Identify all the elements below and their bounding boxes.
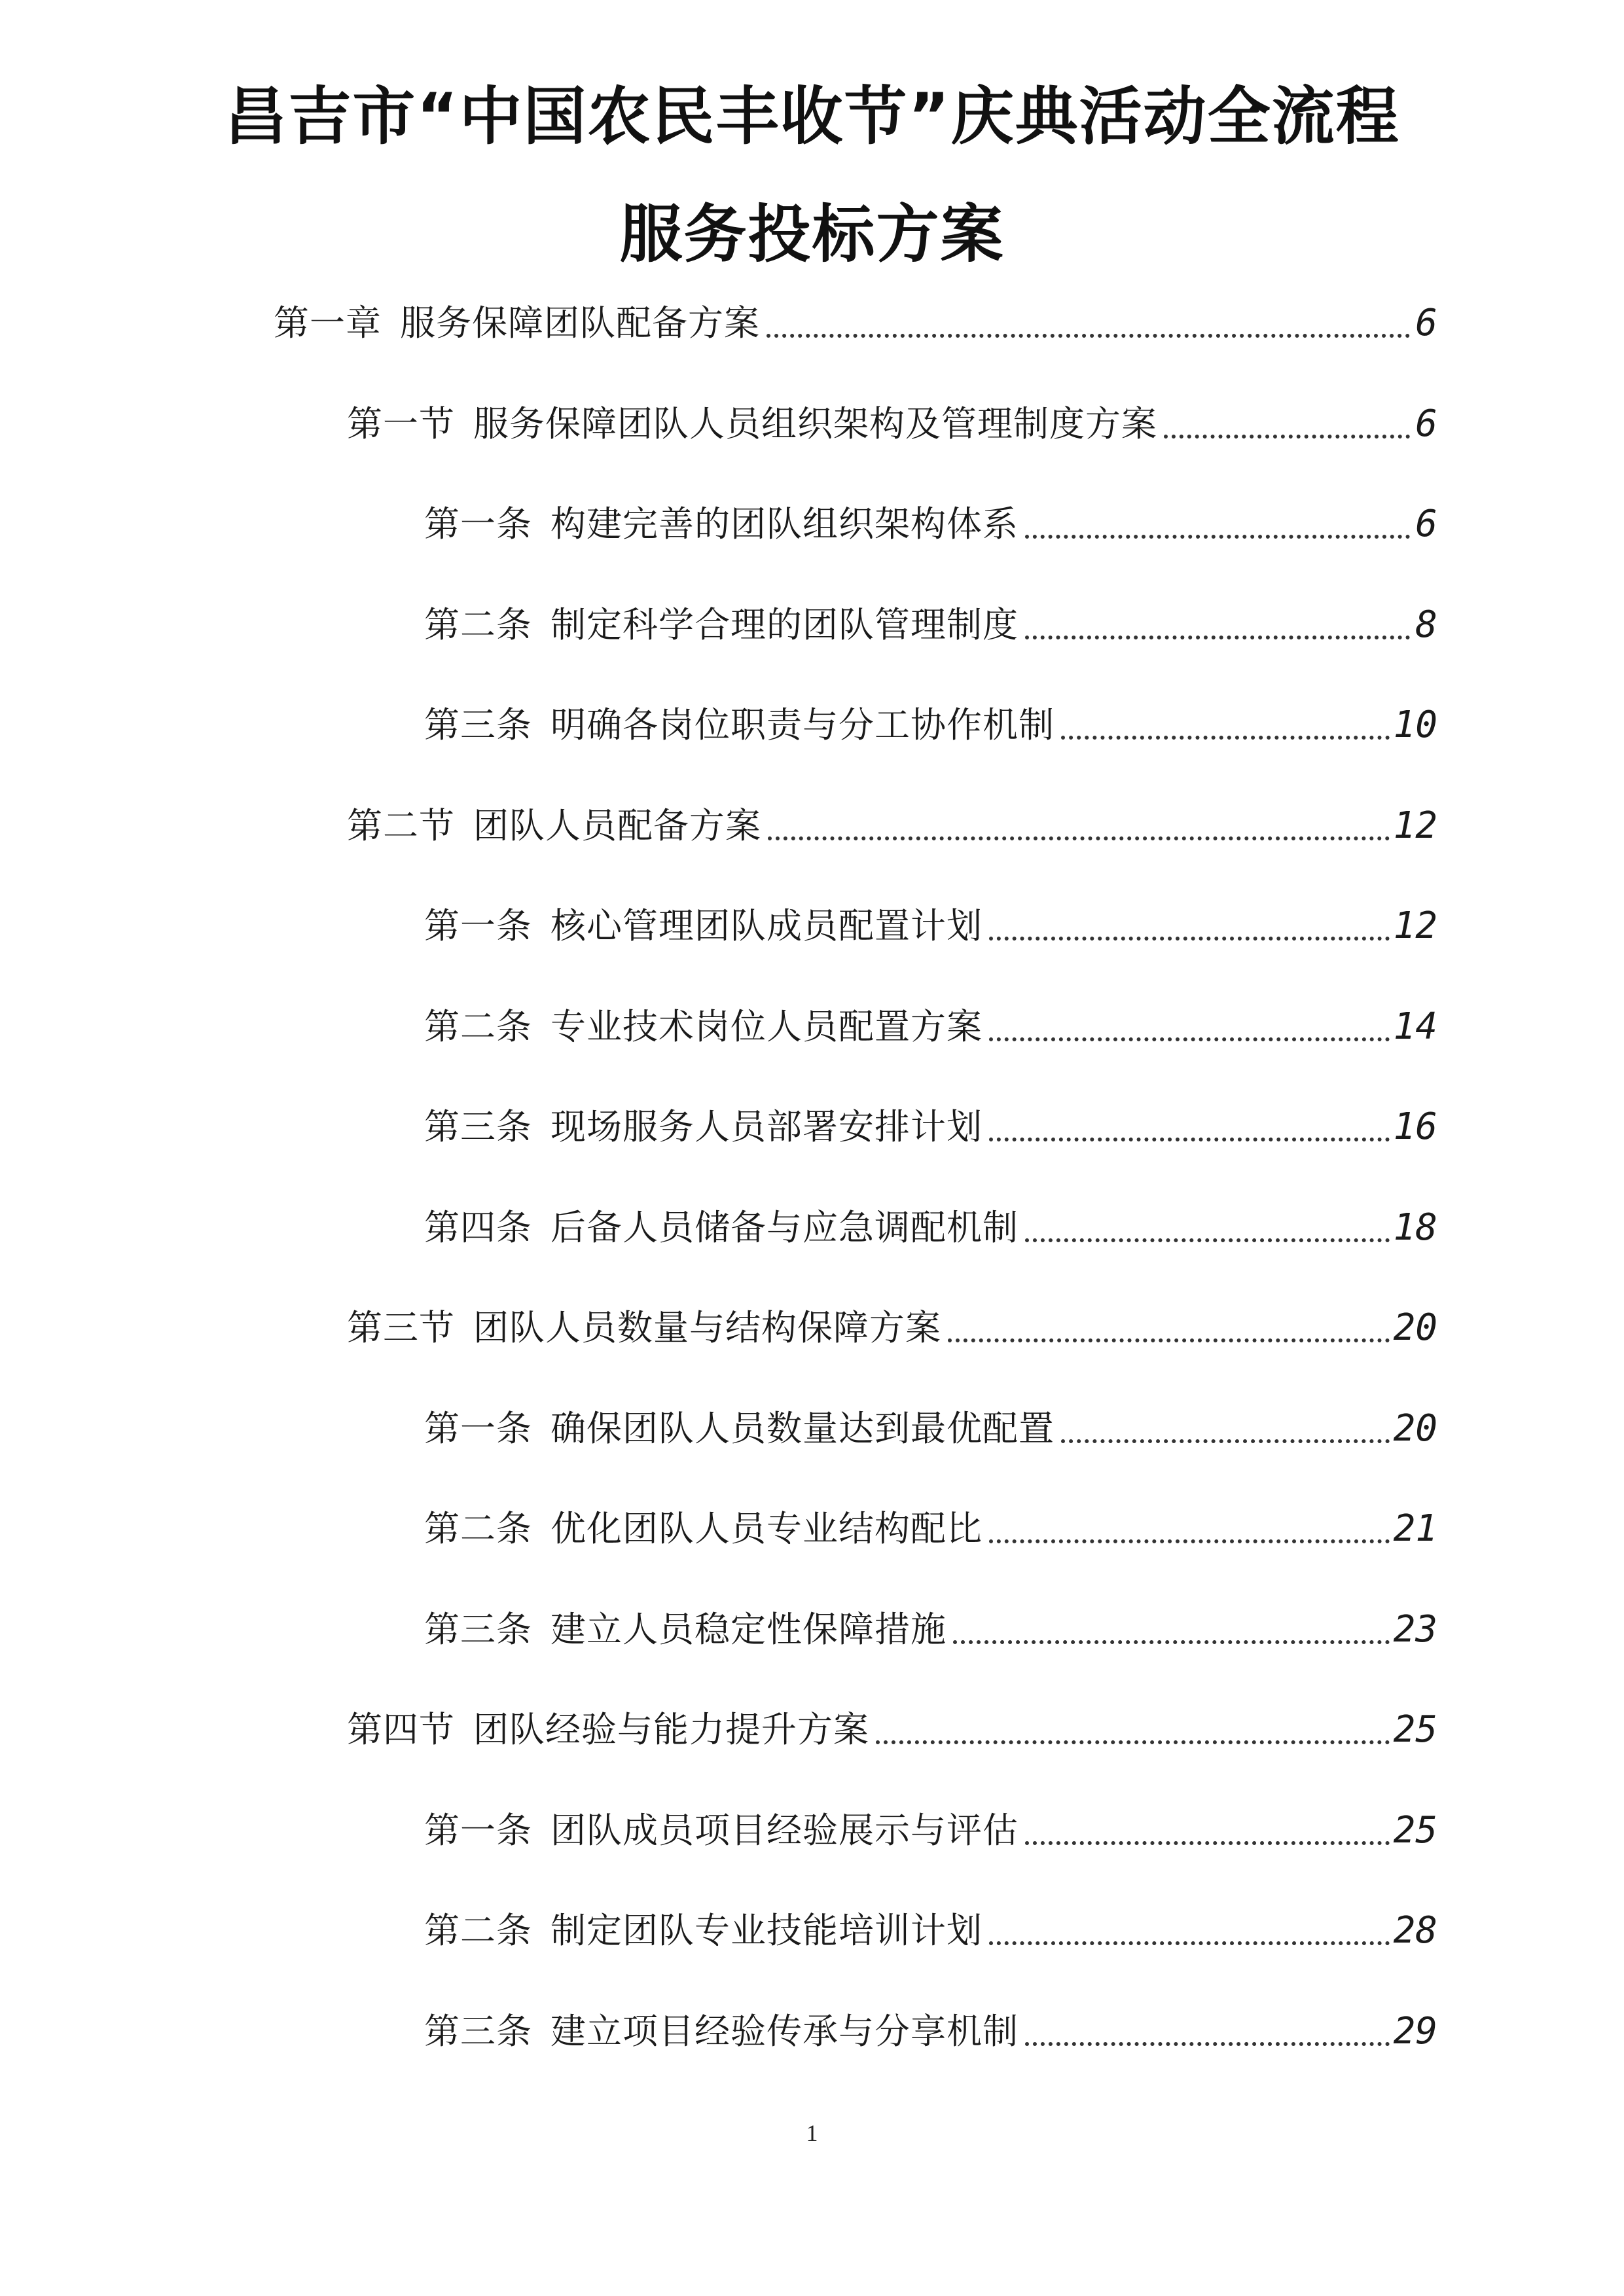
toc-entry-page: 29: [1393, 2010, 1437, 2053]
toc-entry[interactable]: [424, 1487, 1437, 1552]
toc-entry-label: [424, 1907, 983, 1954]
toc-entry-page: 21: [1393, 1507, 1437, 1550]
toc-entry[interactable]: [424, 683, 1437, 749]
toc-entry-title: 制定团队专业技能培训计划: [550, 1910, 983, 1951]
toc-dot-leader: [989, 1539, 1390, 1543]
toc-entry-label: [347, 1706, 869, 1753]
toc-entry-page: 8: [1415, 603, 1437, 646]
toc-entry-title: 团队人员数量与结构保障方案: [473, 1307, 941, 1348]
toc-entry-label: [424, 1606, 947, 1653]
toc-entry[interactable]: [424, 1186, 1437, 1251]
toc-entry-label: [274, 300, 760, 347]
toc-entry[interactable]: [424, 1889, 1437, 1954]
toc-entry-number: 第三节: [347, 1307, 455, 1348]
toc-dot-leader: [989, 1138, 1390, 1141]
toc-dot-leader: [767, 334, 1410, 338]
toc-entry[interactable]: [347, 382, 1437, 448]
toc-entry-label: [424, 1505, 983, 1552]
toc-entry-number: 第四条: [424, 1207, 532, 1248]
toc-entry-label: [424, 501, 1019, 548]
toc-entry-label: [424, 1003, 983, 1050]
document-title-line-2: 服务投标方案: [619, 198, 1005, 271]
toc-entry-page: 18: [1393, 1206, 1437, 1249]
toc-entry[interactable]: [424, 1990, 1437, 2055]
toc-entry-number: 第三条: [424, 1106, 532, 1147]
toc-entry-number: 第三条: [424, 704, 532, 745]
toc-dot-leader: [1025, 2042, 1390, 2046]
toc-entry-page: 20: [1393, 1306, 1437, 1349]
toc-entry[interactable]: [424, 1789, 1437, 1854]
toc-entry[interactable]: [424, 1387, 1437, 1452]
toc-entry[interactable]: [424, 1588, 1437, 1653]
toc-entry-number: 第三条: [424, 2011, 532, 2052]
toc-dot-leader: [989, 937, 1390, 941]
toc-entry-title: 构建完善的团队组织架构体系: [550, 503, 1019, 545]
toc-entry-page: 12: [1393, 905, 1437, 947]
toc-entry-title: 服务保障团队配备方案: [400, 302, 760, 344]
toc-entry-page: 14: [1393, 1005, 1437, 1048]
toc-entry-title: 后备人员储备与应急调配机制: [550, 1207, 1019, 1248]
toc-entry-label: [424, 702, 1055, 749]
toc-entry-label: [424, 1204, 1019, 1251]
toc-entry-page: 20: [1393, 1407, 1437, 1450]
toc-entry-title: 服务保障团队人员组织架构及管理制度方案: [473, 403, 1157, 444]
toc-entry-page: 6: [1415, 302, 1437, 344]
toc-entry-label: [424, 601, 1019, 649]
toc-entry-label: [424, 903, 983, 950]
toc-entry-title: 优化团队人员专业结构配比: [550, 1508, 983, 1549]
toc-entry[interactable]: [424, 482, 1437, 548]
page-number: 1: [806, 2120, 818, 2146]
toc-dot-leader: [1164, 435, 1410, 439]
toc-entry-number: 第一条: [424, 905, 532, 946]
toc-entry-page: 28: [1393, 1909, 1437, 1952]
toc-entry-title: 团队成员项目经验展示与评估: [550, 1810, 1019, 1851]
toc-entry-number: 第三条: [424, 1609, 532, 1650]
toc-entry-page: 23: [1393, 1608, 1437, 1651]
toc-dot-leader: [953, 1640, 1390, 1644]
toc-entry[interactable]: [347, 784, 1437, 850]
toc-dot-leader: [948, 1338, 1390, 1342]
toc-entry-number: 第一章: [274, 302, 382, 344]
toc-entry-title: 明确各岗位职责与分工协作机制: [550, 704, 1055, 745]
toc-entry-page: 6: [1415, 403, 1437, 445]
toc-dot-leader: [989, 1037, 1390, 1041]
toc-dot-leader: [768, 836, 1390, 840]
toc-entry-title: 建立项目经验传承与分享机制: [550, 2011, 1019, 2052]
toc-entry-page: 10: [1393, 704, 1437, 746]
toc-entry-number: 第一条: [424, 1810, 532, 1851]
toc-entry[interactable]: [424, 884, 1437, 950]
toc-entry-label: [347, 401, 1157, 448]
toc-entry-page: 16: [1393, 1105, 1437, 1148]
toc-entry-title: 专业技术岗位人员配置方案: [550, 1006, 983, 1047]
toc-entry-number: 第二条: [424, 604, 532, 645]
toc-entry-title: 团队人员配备方案: [473, 805, 761, 846]
toc-entry-number: 第二条: [424, 1006, 532, 1047]
toc-entry-number: 第四节: [347, 1709, 455, 1750]
toc-dot-leader: [1061, 736, 1390, 740]
toc-entry-page: 25: [1393, 1809, 1437, 1852]
toc-entry-label: [424, 1103, 983, 1151]
toc-entry-number: 第二条: [424, 1910, 532, 1951]
toc-entry-number: 第一条: [424, 503, 532, 545]
toc-entry-page: 12: [1393, 804, 1437, 847]
toc-dot-leader: [1061, 1439, 1390, 1443]
toc-dot-leader: [876, 1740, 1390, 1744]
toc-dot-leader: [1025, 636, 1410, 639]
toc-entry-label: [424, 2008, 1019, 2055]
toc-entry-title: 现场服务人员部署安排计划: [550, 1106, 983, 1147]
toc-entry[interactable]: [274, 281, 1437, 347]
toc-entry[interactable]: [347, 1286, 1437, 1352]
toc-entry-title: 核心管理团队成员配置计划: [550, 905, 983, 946]
toc-entry-number: 第一条: [424, 1408, 532, 1449]
toc-dot-leader: [1025, 535, 1410, 539]
toc-dot-leader: [1025, 1841, 1390, 1845]
toc-entry-label: [347, 1304, 941, 1352]
toc-entry-label: [347, 802, 761, 850]
document-title-line-1: 昌吉市“中国农民丰收节”庆典活动全流程: [224, 80, 1400, 153]
toc-entry-number: 第一节: [347, 403, 455, 444]
toc-entry-number: 第二条: [424, 1508, 532, 1549]
toc-entry-page: 25: [1393, 1708, 1437, 1751]
toc-dot-leader: [1025, 1238, 1390, 1242]
toc-entry-label: [424, 1807, 1019, 1854]
toc-entry[interactable]: [347, 1688, 1437, 1753]
toc-entry-number: 第二节: [347, 805, 455, 846]
toc-entry-title: 建立人员稳定性保障措施: [550, 1609, 947, 1650]
toc-entry-label: [424, 1405, 1055, 1452]
toc-entry[interactable]: [424, 985, 1437, 1050]
toc-entry-page: 6: [1415, 503, 1437, 545]
toc-entry[interactable]: [424, 1085, 1437, 1151]
toc-entry-title: 制定科学合理的团队管理制度: [550, 604, 1019, 645]
toc-entry[interactable]: [424, 583, 1437, 649]
toc-dot-leader: [989, 1941, 1390, 1945]
toc-entry-title: 团队经验与能力提升方案: [473, 1709, 869, 1750]
toc-entry-title: 确保团队人员数量达到最优配置: [550, 1408, 1055, 1449]
